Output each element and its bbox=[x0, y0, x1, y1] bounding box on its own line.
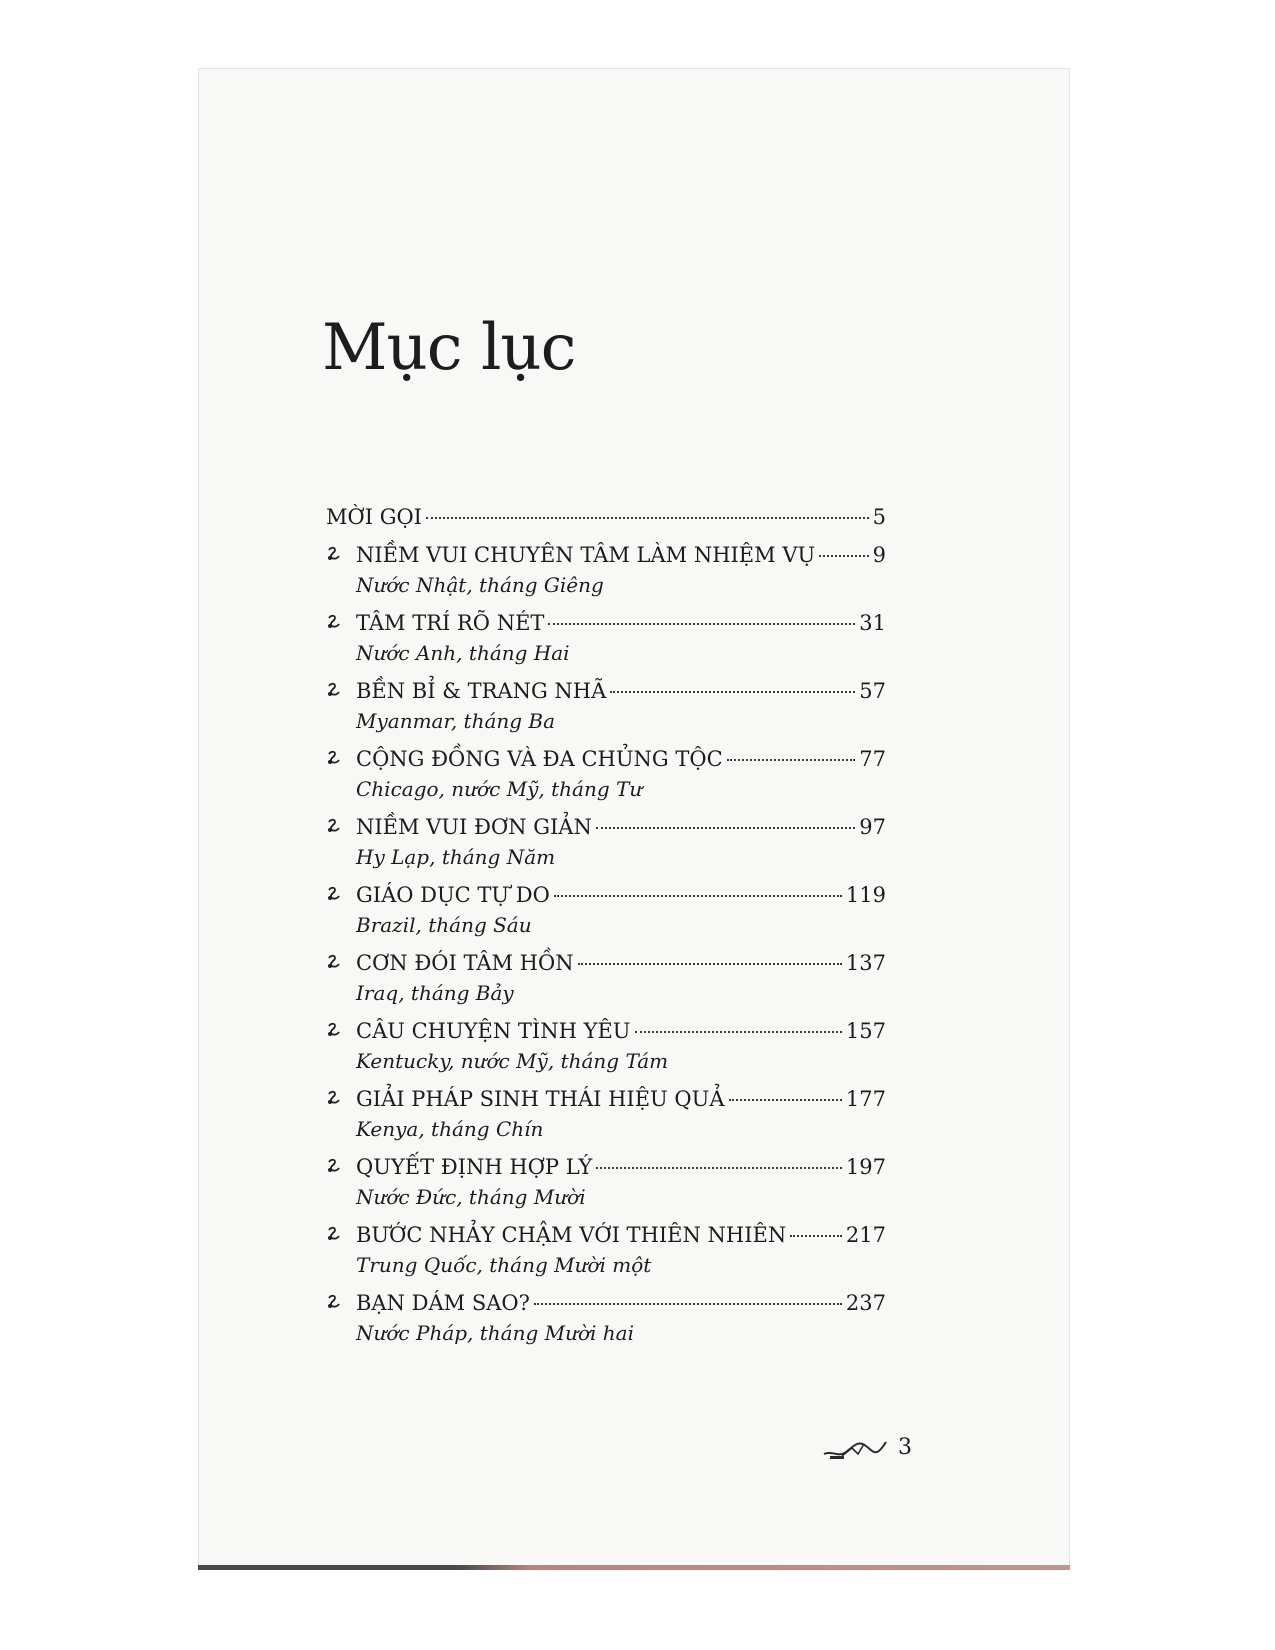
swirl-ornament-icon bbox=[326, 614, 342, 630]
toc-entry[interactable] bbox=[326, 1084, 886, 1144]
swirl-ornament-icon bbox=[326, 750, 342, 766]
toc-entry-page: 217 bbox=[845, 1223, 886, 1247]
dot-leader bbox=[819, 555, 868, 557]
toc-entry-subtitle: Trung Quốc, tháng Mười một bbox=[356, 1253, 652, 1277]
dot-leader bbox=[727, 759, 856, 761]
swirl-ornament-icon bbox=[326, 1226, 342, 1242]
toc-entry-title: BẠN DÁM SAO? bbox=[356, 1291, 530, 1315]
swirl-ornament-icon bbox=[326, 682, 342, 698]
toc-entry-subtitle: Kentucky, nước Mỹ, tháng Tám bbox=[356, 1049, 669, 1073]
dot-leader bbox=[596, 827, 855, 829]
toc-entry-title: CỘNG ĐỒNG VÀ ĐA CHỦNG TỘC bbox=[356, 747, 723, 771]
swirl-ornament-icon bbox=[326, 546, 342, 562]
dot-leader bbox=[790, 1235, 842, 1237]
swirl-ornament-icon bbox=[326, 818, 342, 834]
toc-entry-subtitle: Nước Nhật, tháng Giêng bbox=[356, 573, 604, 597]
toc-entry-title: GIÁO DỤC TỰ DO bbox=[356, 883, 550, 907]
toc-entry-title: NIỀM VUI ĐƠN GIẢN bbox=[356, 815, 592, 839]
scribble-ornament-icon bbox=[822, 1432, 888, 1462]
toc-intro-page: 5 bbox=[872, 505, 886, 529]
dot-leader bbox=[534, 1303, 842, 1305]
table-of-contents bbox=[326, 502, 886, 1348]
swirl-ornament-icon bbox=[326, 1294, 342, 1310]
dot-leader bbox=[426, 517, 869, 519]
swirl-ornament-icon bbox=[326, 1022, 342, 1038]
page-number: 3 bbox=[898, 1434, 912, 1460]
toc-entry-subtitle: Hy Lạp, tháng Năm bbox=[356, 845, 556, 869]
toc-entry-title: QUYẾT ĐỊNH HỢP LÝ bbox=[356, 1155, 593, 1179]
dot-leader bbox=[610, 691, 855, 693]
toc-entry-title: TÂM TRÍ RÕ NÉT bbox=[356, 611, 545, 635]
dot-leader bbox=[729, 1099, 842, 1101]
toc-entry[interactable] bbox=[326, 948, 886, 1008]
swirl-ornament-icon bbox=[326, 954, 342, 970]
toc-entry-subtitle: Kenya, tháng Chín bbox=[356, 1117, 544, 1141]
toc-entry[interactable] bbox=[326, 1288, 886, 1348]
toc-entry-subtitle: Nước Anh, tháng Hai bbox=[356, 641, 570, 665]
toc-entry-page: 177 bbox=[845, 1087, 886, 1111]
swirl-ornament-icon bbox=[326, 886, 342, 902]
toc-entry-subtitle: Chicago, nước Mỹ, tháng Tư bbox=[356, 777, 643, 801]
toc-entry[interactable] bbox=[326, 744, 886, 804]
swirl-ornament-icon bbox=[326, 1158, 342, 1174]
dot-leader bbox=[554, 895, 842, 897]
toc-entry-title: BỀN BỈ & TRANG NHÃ bbox=[356, 679, 607, 703]
toc-intro[interactable] bbox=[326, 502, 886, 532]
toc-intro-label: MỜI GỌI bbox=[326, 505, 422, 529]
toc-entry-subtitle: Brazil, tháng Sáu bbox=[356, 913, 532, 937]
toc-entry[interactable] bbox=[326, 608, 886, 668]
toc-entry[interactable] bbox=[326, 676, 886, 736]
toc-entry-page: 197 bbox=[845, 1155, 886, 1179]
toc-entry[interactable] bbox=[326, 880, 886, 940]
swirl-ornament-icon bbox=[326, 1090, 342, 1106]
toc-entry-page: 57 bbox=[859, 679, 886, 703]
toc-entry-title: CƠN ĐÓI TÂM HỒN bbox=[356, 951, 574, 975]
toc-entry-title: NIỀM VUI CHUYÊN TÂM LÀM NHIỆM VỤ bbox=[356, 543, 816, 567]
toc-entry-title: GIẢI PHÁP SINH THÁI HIỆU QUẢ bbox=[356, 1087, 725, 1111]
toc-entry[interactable] bbox=[326, 540, 886, 600]
toc-entry[interactable] bbox=[326, 1152, 886, 1212]
page-bottom-rule bbox=[198, 1565, 1070, 1570]
toc-entry-subtitle: Nước Pháp, tháng Mười hai bbox=[356, 1321, 634, 1345]
toc-entry-subtitle: Nước Đức, tháng Mười bbox=[356, 1185, 586, 1209]
toc-entry-page: 9 bbox=[872, 543, 886, 567]
dot-leader bbox=[635, 1031, 842, 1033]
toc-entry-page: 237 bbox=[845, 1291, 886, 1315]
toc-entry-subtitle: Iraq, tháng Bảy bbox=[356, 981, 514, 1005]
toc-entry-page: 31 bbox=[859, 611, 886, 635]
toc-entry[interactable] bbox=[326, 812, 886, 872]
toc-entry[interactable] bbox=[326, 1220, 886, 1280]
page-title: Mục lục bbox=[322, 311, 576, 385]
toc-entry-page: 77 bbox=[859, 747, 886, 771]
dot-leader bbox=[548, 623, 855, 625]
dot-leader bbox=[596, 1167, 842, 1169]
toc-entry-title: CÂU CHUYỆN TÌNH YÊU bbox=[356, 1019, 631, 1043]
toc-entry-title: BƯỚC NHẢY CHẬM VỚI THIÊN NHIÊN bbox=[356, 1223, 787, 1247]
toc-entry-page: 137 bbox=[845, 951, 886, 975]
toc-entry-page: 97 bbox=[859, 815, 886, 839]
toc-entry-subtitle: Myanmar, tháng Ba bbox=[356, 709, 556, 733]
toc-entry-page: 119 bbox=[845, 883, 886, 907]
dot-leader bbox=[578, 963, 842, 965]
toc-entry-page: 157 bbox=[845, 1019, 886, 1043]
toc-entry[interactable] bbox=[326, 1016, 886, 1076]
folio bbox=[822, 1432, 912, 1462]
